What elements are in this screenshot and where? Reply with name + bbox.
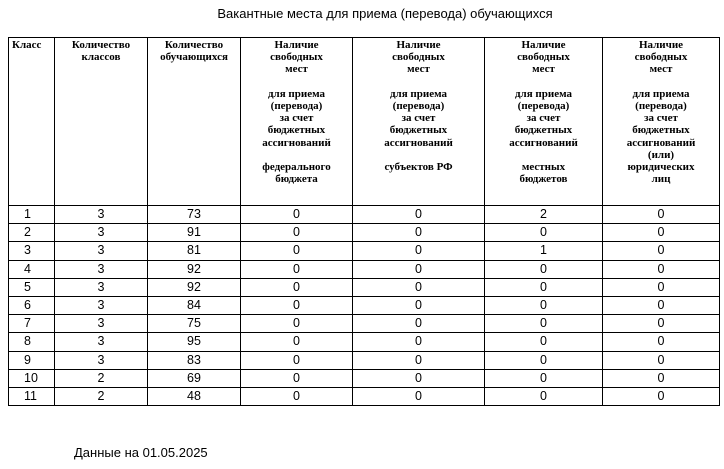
cell-regional: 0 xyxy=(353,369,485,387)
cell-legal: 0 xyxy=(603,296,720,314)
cell-regional: 0 xyxy=(353,315,485,333)
cell-student-count: 81 xyxy=(148,242,241,260)
cell-student-count: 73 xyxy=(148,206,241,224)
cell-class-count: 3 xyxy=(55,260,148,278)
cell-local: 0 xyxy=(485,224,603,242)
cell-student-count: 75 xyxy=(148,315,241,333)
cell-class-count: 3 xyxy=(55,224,148,242)
data-date-note: Данные на 01.05.2025 xyxy=(74,445,208,460)
cell-federal: 0 xyxy=(241,242,353,260)
table-header-row xyxy=(9,38,720,206)
cell-federal: 0 xyxy=(241,315,353,333)
header-federal-budget: Наличие свободных мест для приема (перевода) за счет бюджетных ассигнований федерального бюджета xyxy=(241,38,353,206)
table-row xyxy=(9,206,720,224)
cell-regional: 0 xyxy=(353,387,485,405)
table-row xyxy=(9,387,720,405)
cell-class-count: 2 xyxy=(55,369,148,387)
cell-class: 5 xyxy=(9,278,55,296)
cell-regional: 0 xyxy=(353,206,485,224)
cell-student-count: 83 xyxy=(148,351,241,369)
cell-regional: 0 xyxy=(353,224,485,242)
cell-class: 10 xyxy=(9,369,55,387)
header-class-count: Количество классов xyxy=(55,38,148,206)
cell-class-count: 2 xyxy=(55,387,148,405)
table-row xyxy=(9,296,720,314)
cell-federal: 0 xyxy=(241,296,353,314)
table-row xyxy=(9,369,720,387)
cell-legal: 0 xyxy=(603,278,720,296)
cell-local: 0 xyxy=(485,315,603,333)
cell-class: 11 xyxy=(9,387,55,405)
cell-class-count: 3 xyxy=(55,315,148,333)
cell-local: 0 xyxy=(485,387,603,405)
cell-class: 6 xyxy=(9,296,55,314)
cell-legal: 0 xyxy=(603,260,720,278)
cell-class: 7 xyxy=(9,315,55,333)
table-row xyxy=(9,333,720,351)
document-title: Вакантные места для приема (перевода) обучающихся xyxy=(217,6,553,21)
cell-federal: 0 xyxy=(241,333,353,351)
cell-class-count: 3 xyxy=(55,242,148,260)
cell-legal: 0 xyxy=(603,224,720,242)
cell-local: 1 xyxy=(485,242,603,260)
cell-class-count: 3 xyxy=(55,351,148,369)
cell-federal: 0 xyxy=(241,369,353,387)
cell-legal: 0 xyxy=(603,242,720,260)
cell-local: 0 xyxy=(485,333,603,351)
cell-class-count: 3 xyxy=(55,206,148,224)
cell-local: 0 xyxy=(485,278,603,296)
cell-federal: 0 xyxy=(241,206,353,224)
cell-local: 0 xyxy=(485,369,603,387)
table-row xyxy=(9,260,720,278)
header-legal-entities: Наличие свободных мест для приема (перевода) за счет бюджетных ассигнований (или) юридических лиц xyxy=(603,38,720,206)
cell-local: 2 xyxy=(485,206,603,224)
cell-student-count: 84 xyxy=(148,296,241,314)
cell-federal: 0 xyxy=(241,224,353,242)
cell-class: 3 xyxy=(9,242,55,260)
header-student-count: Количество обучающихся xyxy=(148,38,241,206)
cell-student-count: 91 xyxy=(148,224,241,242)
cell-class: 4 xyxy=(9,260,55,278)
cell-regional: 0 xyxy=(353,351,485,369)
cell-student-count: 48 xyxy=(148,387,241,405)
cell-class: 2 xyxy=(9,224,55,242)
vacancy-table xyxy=(8,37,720,406)
table-body xyxy=(9,206,720,406)
header-local-budget: Наличие свободных мест для приема (перевода) за счет бюджетных ассигнований местных бюджетов xyxy=(485,38,603,206)
cell-class-count: 3 xyxy=(55,333,148,351)
cell-student-count: 92 xyxy=(148,260,241,278)
cell-student-count: 95 xyxy=(148,333,241,351)
cell-legal: 0 xyxy=(603,206,720,224)
cell-legal: 0 xyxy=(603,333,720,351)
cell-legal: 0 xyxy=(603,369,720,387)
table-row xyxy=(9,278,720,296)
cell-regional: 0 xyxy=(353,260,485,278)
header-regional-budget: Наличие свободных мест для приема (перевода) за счет бюджетных ассигнований субъектов РФ xyxy=(353,38,485,206)
cell-student-count: 92 xyxy=(148,278,241,296)
cell-class-count: 3 xyxy=(55,296,148,314)
cell-regional: 0 xyxy=(353,242,485,260)
cell-local: 0 xyxy=(485,351,603,369)
cell-legal: 0 xyxy=(603,387,720,405)
cell-local: 0 xyxy=(485,260,603,278)
cell-student-count: 69 xyxy=(148,369,241,387)
cell-legal: 0 xyxy=(603,315,720,333)
header-class: Класс xyxy=(9,38,55,206)
cell-regional: 0 xyxy=(353,278,485,296)
cell-federal: 0 xyxy=(241,387,353,405)
cell-class-count: 3 xyxy=(55,278,148,296)
cell-class: 9 xyxy=(9,351,55,369)
table-row xyxy=(9,315,720,333)
cell-class: 1 xyxy=(9,206,55,224)
cell-federal: 0 xyxy=(241,351,353,369)
cell-local: 0 xyxy=(485,296,603,314)
cell-regional: 0 xyxy=(353,296,485,314)
cell-federal: 0 xyxy=(241,260,353,278)
table-row xyxy=(9,242,720,260)
table-row xyxy=(9,224,720,242)
cell-legal: 0 xyxy=(603,351,720,369)
cell-federal: 0 xyxy=(241,278,353,296)
table-row xyxy=(9,351,720,369)
cell-regional: 0 xyxy=(353,333,485,351)
cell-class: 8 xyxy=(9,333,55,351)
